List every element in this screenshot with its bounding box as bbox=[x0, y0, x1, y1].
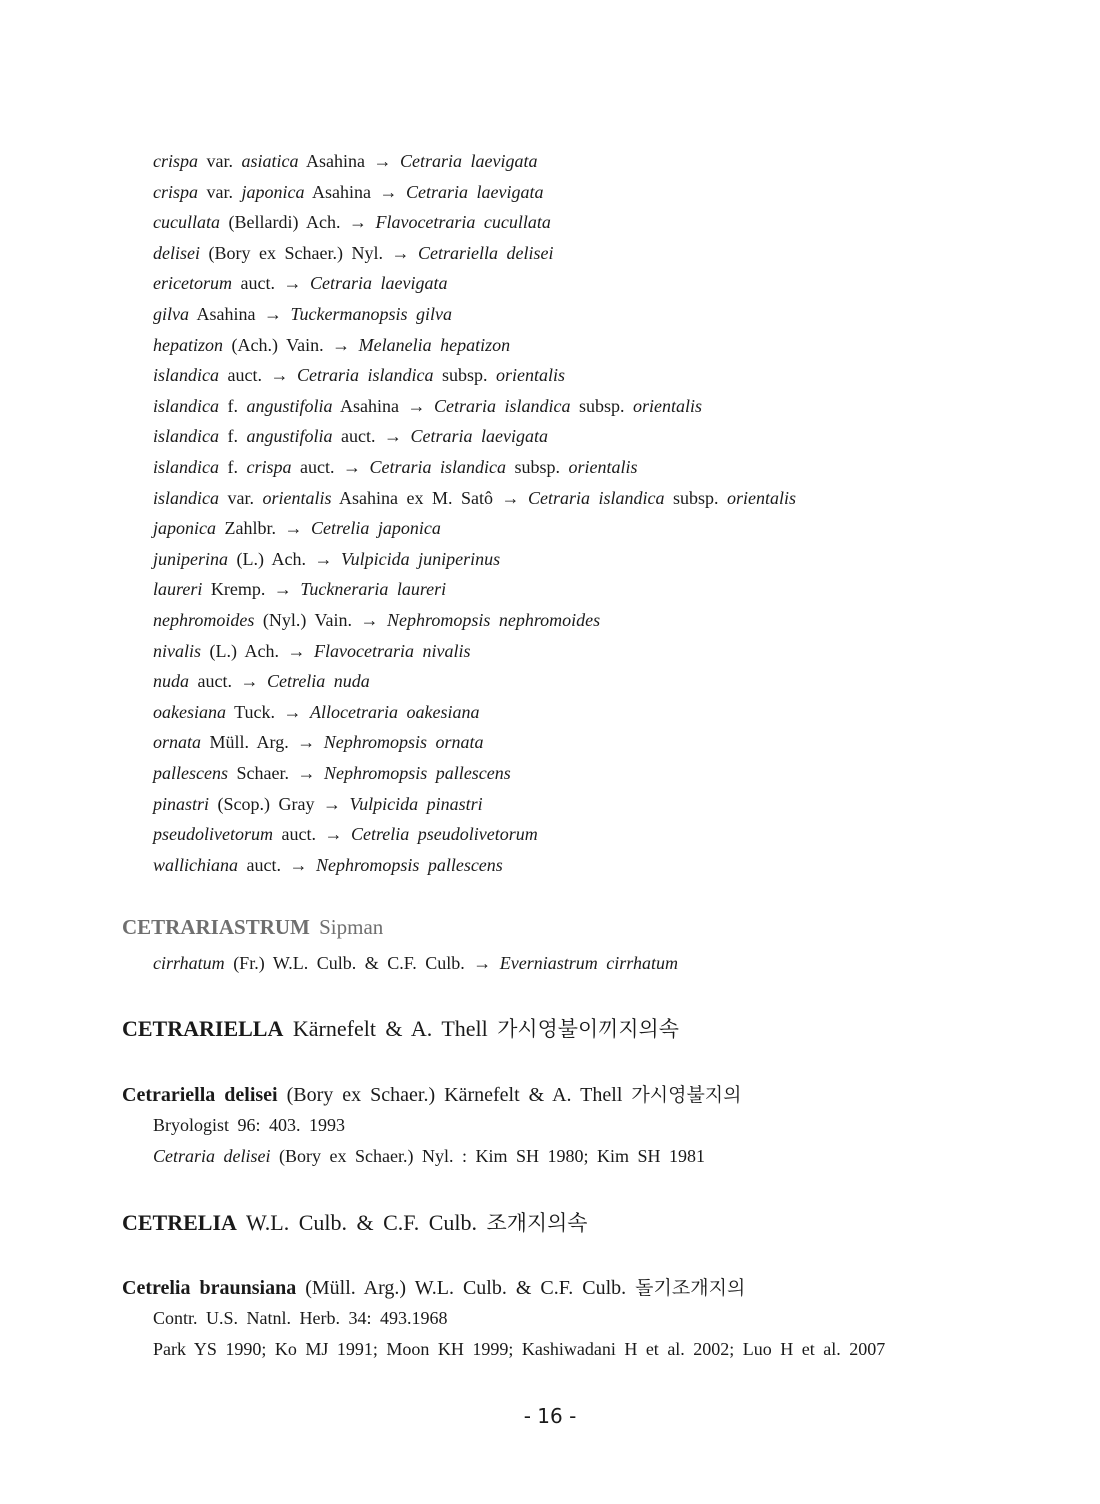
arrow-icon: → bbox=[473, 953, 492, 973]
synonym-author: Asahina bbox=[312, 182, 371, 202]
synonym-author: auct. bbox=[341, 426, 376, 446]
arrow-icon: → bbox=[273, 579, 292, 599]
rank-marker: f. bbox=[227, 457, 238, 477]
synonym-epithet: pinastri bbox=[153, 794, 210, 814]
synonym-author: (Bory ex Schaer.) Nyl. bbox=[208, 243, 383, 263]
species-name: Cetrelia braunsiana bbox=[122, 1277, 297, 1299]
synonym-entry bbox=[153, 243, 553, 264]
arrow-icon: → bbox=[407, 396, 426, 416]
synonym-entry bbox=[153, 579, 446, 600]
accepted-name: Flavocetraria cucullata bbox=[375, 212, 551, 232]
synonym-epithet: delisei bbox=[153, 243, 200, 263]
synonym-epithet: islandica bbox=[153, 365, 219, 385]
rank-marker: var. bbox=[206, 182, 233, 202]
arrow-icon: → bbox=[240, 671, 259, 691]
accepted-name: Nephromopsis pallescens bbox=[323, 763, 511, 783]
synonym-epithet: cirrhatum bbox=[153, 953, 225, 973]
infraspecific-epithet: orientalis bbox=[262, 488, 332, 508]
rank-marker: var. bbox=[206, 151, 233, 171]
synonym-epithet: laureri bbox=[153, 579, 203, 599]
rank-marker: var. bbox=[227, 488, 254, 508]
species-korean-name: 가시영불지의 bbox=[631, 1084, 742, 1106]
genus-author: Sipman bbox=[319, 915, 384, 939]
accepted-name: Cetrelia japonica bbox=[311, 518, 441, 538]
synonym-author: (Scop.) Gray bbox=[217, 794, 315, 814]
synonym-epithet: wallichiana bbox=[153, 855, 238, 875]
synonym-entry bbox=[153, 396, 702, 417]
arrow-icon: → bbox=[391, 243, 410, 263]
genus-name: CETRELIA bbox=[122, 1210, 237, 1235]
infraspecific-epithet: orientalis bbox=[496, 365, 566, 385]
infraspecific-epithet: crispa bbox=[246, 457, 292, 477]
synonym-author: Kremp. bbox=[210, 579, 266, 599]
accepted-name: Vulpicida juniperinus bbox=[340, 549, 501, 569]
synonym-entry bbox=[153, 518, 441, 539]
species-heading bbox=[122, 1080, 742, 1107]
synonym-epithet: oakesiana bbox=[153, 702, 226, 722]
arrow-icon: → bbox=[348, 212, 367, 232]
arrow-icon: → bbox=[297, 732, 316, 752]
synonym-entry bbox=[153, 641, 470, 662]
synonym-author: Müll. Arg. bbox=[209, 732, 289, 752]
infraspecific-epithet: asiatica bbox=[241, 151, 299, 171]
genus-korean-name: 조개지의속 bbox=[486, 1211, 588, 1235]
accepted-name: Cetrariella delisei bbox=[417, 243, 554, 263]
synonym-entry bbox=[153, 304, 452, 325]
synonym-author: Asahina ex M. Satô bbox=[339, 488, 494, 508]
synonym-author: Asahina bbox=[306, 151, 365, 171]
synonym-author: auct. bbox=[197, 671, 232, 691]
accepted-name: Cetraria laevigata bbox=[410, 426, 548, 446]
synonym-author: (L.) Ach. bbox=[209, 641, 279, 661]
species-author: (Müll. Arg.) W.L. Culb. & C.F. Culb. bbox=[305, 1277, 627, 1299]
arrow-icon: → bbox=[373, 151, 392, 171]
synonym-entry bbox=[153, 855, 503, 876]
accepted-name: Cetraria laevigata bbox=[400, 151, 538, 171]
genus-name: CETRARIASTRUM bbox=[122, 915, 310, 939]
accepted-name: Tuckermanopsis gilva bbox=[290, 304, 452, 324]
synonym-epithet: islandica bbox=[153, 396, 219, 416]
synonym-entry bbox=[153, 335, 510, 356]
species-author: (Bory ex Schaer.) Kärnefelt & A. Thell bbox=[286, 1084, 623, 1106]
synonym-target: Everniastrum cirrhatum bbox=[499, 953, 678, 973]
accepted-name: Nephromopsis nephromoides bbox=[387, 610, 601, 630]
arrow-icon: → bbox=[360, 610, 379, 630]
synonym-entry bbox=[153, 426, 548, 447]
synonym-epithet: nephromoides bbox=[153, 610, 255, 630]
synonym-entry bbox=[153, 671, 370, 692]
accepted-name: Cetraria islandica bbox=[369, 457, 506, 477]
species-korean-name: 돌기조개지의 bbox=[635, 1277, 746, 1299]
rank-marker: f. bbox=[227, 426, 238, 446]
synonym-author: (Nyl.) Vain. bbox=[262, 610, 352, 630]
accepted-name: Cetraria islandica bbox=[434, 396, 571, 416]
synonym-entry bbox=[153, 732, 484, 753]
synonym-entry bbox=[153, 212, 551, 233]
rank-marker: subsp. bbox=[514, 457, 561, 477]
synonym-entry bbox=[153, 824, 538, 845]
synonym-epithet: pallescens bbox=[153, 763, 228, 783]
genus-heading-cetrelia bbox=[122, 1206, 587, 1236]
synonym-author: auct. bbox=[227, 365, 262, 385]
accepted-name: Vulpicida pinastri bbox=[349, 794, 483, 814]
accepted-name: Tuckneraria laureri bbox=[300, 579, 447, 599]
accepted-name: Melanelia hepatizon bbox=[358, 335, 511, 355]
rank-marker: subsp. bbox=[442, 365, 488, 385]
synonym-entry bbox=[153, 365, 565, 386]
synonym-epithet: islandica bbox=[153, 457, 219, 477]
accepted-name: Cetraria laevigata bbox=[309, 273, 448, 293]
arrow-icon: → bbox=[297, 763, 316, 783]
synonym-author: Schaer. bbox=[236, 763, 289, 783]
species-heading bbox=[122, 1273, 745, 1300]
synonym-author: Tuck. bbox=[234, 702, 276, 722]
synonym-epithet: nuda bbox=[153, 671, 189, 691]
synonym-epithet: islandica bbox=[153, 426, 219, 446]
arrow-icon: → bbox=[270, 365, 289, 385]
genus-author: Kärnefelt & A. Thell bbox=[292, 1016, 488, 1041]
synonym-epithet: pseudolivetorum bbox=[153, 824, 273, 844]
infraspecific-epithet: japonica bbox=[241, 182, 305, 202]
rank-marker: subsp. bbox=[673, 488, 719, 508]
synonym-epithet: cucullata bbox=[153, 212, 220, 232]
publication-citation: Bryologist 96: 403. 1993 bbox=[153, 1115, 346, 1135]
synonym-entry bbox=[153, 610, 600, 631]
arrow-icon: → bbox=[384, 426, 402, 446]
genus-heading-cetrariastrum bbox=[122, 915, 383, 940]
synonym-epithet: islandica bbox=[153, 488, 219, 508]
rank-marker: subsp. bbox=[579, 396, 625, 416]
arrow-icon: → bbox=[287, 641, 306, 661]
accepted-name: Nephromopsis ornata bbox=[323, 732, 484, 752]
arrow-icon: → bbox=[283, 273, 302, 293]
infraspecific-epithet: angustifolia bbox=[246, 426, 333, 446]
accepted-name: Nephromopsis pallescens bbox=[315, 855, 503, 875]
arrow-icon: → bbox=[314, 549, 333, 569]
synonym-epithet: japonica bbox=[153, 518, 216, 538]
arrow-icon: → bbox=[342, 457, 361, 477]
synonym-entry bbox=[153, 549, 500, 570]
synonym-author: (Fr.) W.L. Culb. & C.F. Culb. bbox=[233, 953, 465, 973]
synonym-author: auct. bbox=[300, 457, 335, 477]
synonym-entry bbox=[153, 702, 480, 723]
synonym-name: Cetraria delisei bbox=[153, 1146, 271, 1166]
arrow-icon: → bbox=[323, 794, 341, 814]
synonym-author: (L.) Ach. bbox=[236, 549, 306, 569]
synonym-epithet: juniperina bbox=[153, 549, 228, 569]
synonym-author: auct. bbox=[281, 824, 316, 844]
arrow-icon: → bbox=[332, 335, 351, 355]
arrow-icon: → bbox=[501, 488, 520, 508]
arrow-icon: → bbox=[264, 304, 282, 324]
synonym-author: auct. bbox=[246, 855, 281, 875]
synonym-entry bbox=[153, 763, 511, 784]
synonym-author: auct. bbox=[240, 273, 275, 293]
publication-citation: Contr. U.S. Natnl. Herb. 34: 493.1968 bbox=[153, 1308, 448, 1328]
genus-author: W.L. Culb. & C.F. Culb. bbox=[246, 1210, 478, 1235]
infraspecific-epithet: orientalis bbox=[568, 457, 638, 477]
arrow-icon: → bbox=[289, 855, 308, 875]
synonym-entry bbox=[153, 794, 483, 815]
synonym-epithet: hepatizon bbox=[153, 335, 223, 355]
accepted-name: Cetrelia nuda bbox=[266, 671, 370, 691]
accepted-name: Cetrelia pseudolivetorum bbox=[350, 824, 538, 844]
accepted-name: Cetraria islandica bbox=[296, 365, 434, 385]
synonym-epithet: ornata bbox=[153, 732, 202, 752]
infraspecific-epithet: angustifolia bbox=[246, 396, 333, 416]
synonym-epithet: crispa bbox=[153, 151, 198, 171]
literature-references: Park YS 1990; Ko MJ 1991; Moon KH 1999; Kashiwadani H et al. 2002; Luo H et al. 2007 bbox=[153, 1339, 886, 1359]
synonym-author: (Ach.) Vain. bbox=[231, 335, 324, 355]
page-number: - 16 - bbox=[523, 1404, 577, 1428]
arrow-icon: → bbox=[379, 182, 398, 202]
synonym-entry bbox=[153, 457, 638, 478]
synonym-entry bbox=[153, 488, 796, 509]
synonym-entry bbox=[153, 182, 544, 203]
infraspecific-epithet: orientalis bbox=[727, 488, 797, 508]
synonym-epithet: ericetorum bbox=[153, 273, 232, 293]
synonym-entry bbox=[153, 273, 447, 294]
accepted-name: Allocetraria oakesiana bbox=[310, 702, 480, 722]
species-name: Cetrariella delisei bbox=[122, 1084, 278, 1106]
synonym-entry bbox=[153, 953, 678, 974]
synonym-reference bbox=[153, 1146, 705, 1167]
rank-marker: f. bbox=[227, 396, 238, 416]
genus-heading-cetrariella bbox=[122, 1012, 679, 1042]
synonym-author: Zahlbr. bbox=[224, 518, 276, 538]
accepted-name: Cetraria islandica bbox=[528, 488, 665, 508]
synonym-author: Asahina bbox=[340, 396, 400, 416]
synonym-refs: (Bory ex Schaer.) Nyl. : Kim SH 1980; Kim SH 1981 bbox=[279, 1146, 705, 1166]
synonym-author: (Bellardi) Ach. bbox=[228, 212, 341, 232]
synonym-entry bbox=[153, 151, 538, 172]
arrow-icon: → bbox=[324, 824, 343, 844]
accepted-name: Cetraria laevigata bbox=[406, 182, 544, 202]
accepted-name: Flavocetraria nivalis bbox=[313, 641, 471, 661]
synonym-epithet: gilva bbox=[153, 304, 189, 324]
infraspecific-epithet: orientalis bbox=[633, 396, 703, 416]
synonym-epithet: crispa bbox=[153, 182, 198, 202]
synonym-epithet: nivalis bbox=[153, 641, 201, 661]
arrow-icon: → bbox=[283, 702, 302, 722]
genus-name: CETRARIELLA bbox=[122, 1016, 284, 1041]
arrow-icon: → bbox=[284, 518, 303, 538]
synonym-author: Asahina bbox=[196, 304, 256, 324]
genus-korean-name: 가시영불이끼지의속 bbox=[497, 1017, 679, 1041]
